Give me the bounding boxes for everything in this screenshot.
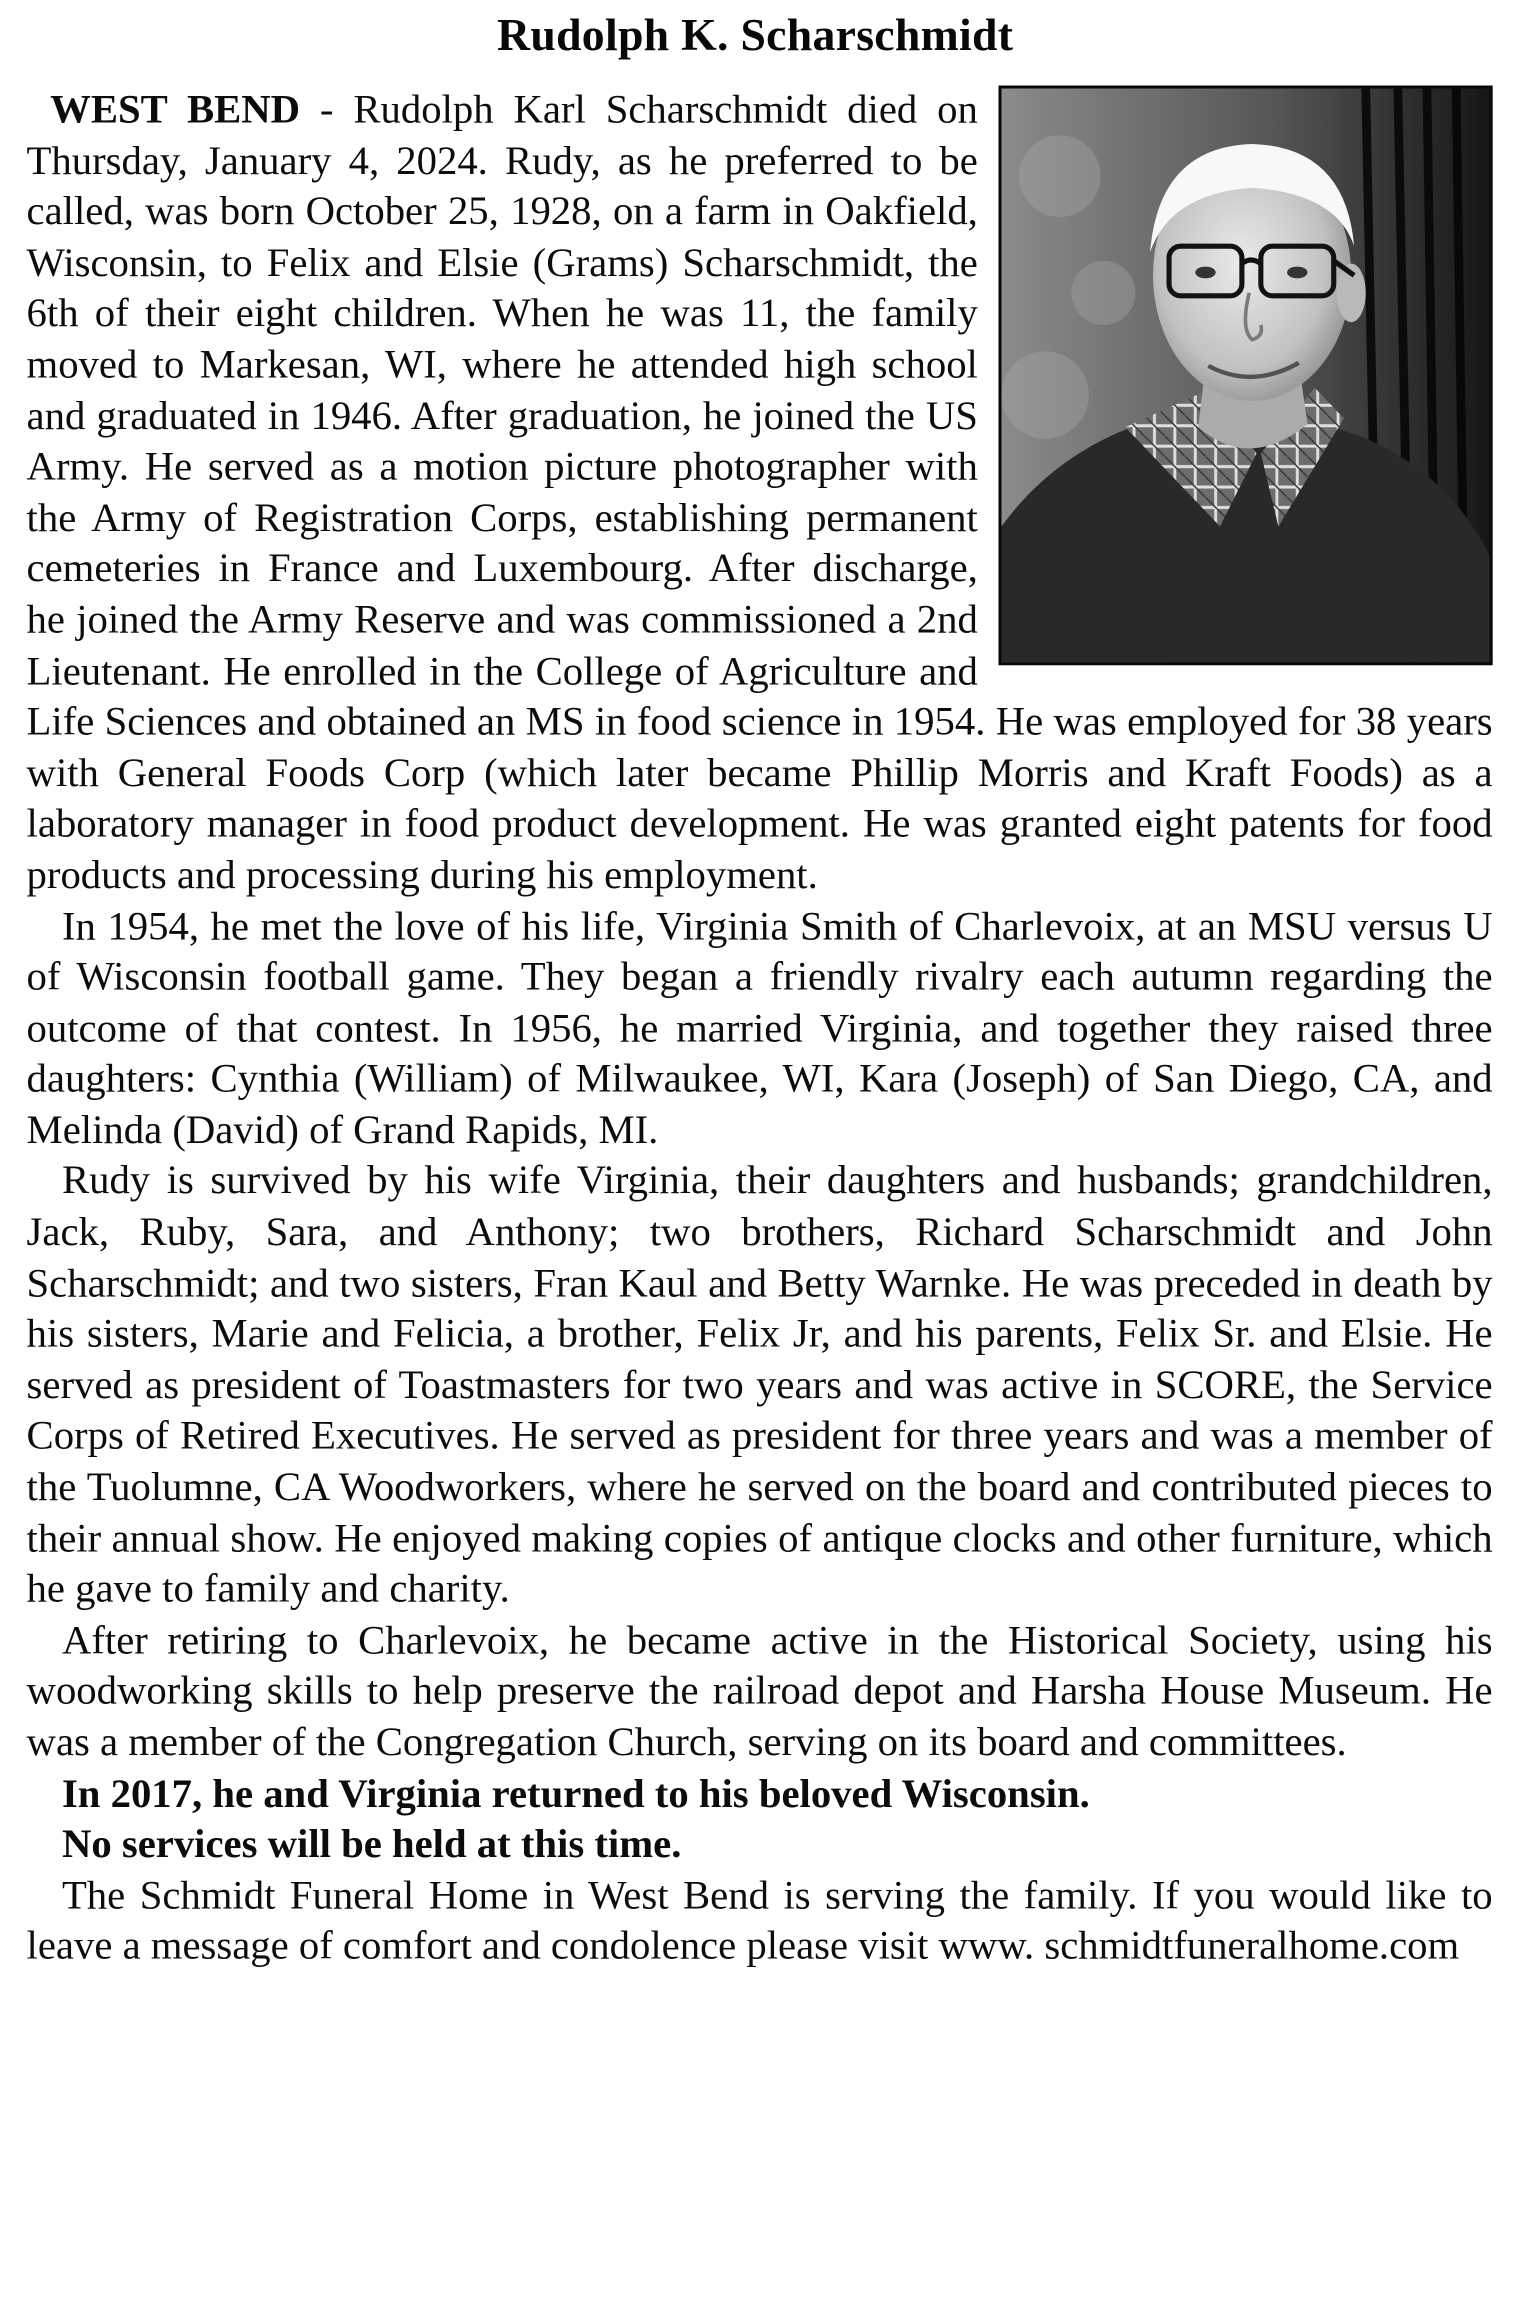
paragraph-5: In 2017, he and Virginia returned to his beloved Wisconsin. bbox=[61, 1769, 1090, 1816]
paragraph-4: After retiring to Charlevoix, he became active in the Historical Society, using his woodworking skills to help preserve the railroad depot and Harsha House Museum. He was a member of the Congregation Church, serving on its board and committees. bbox=[26, 1616, 1493, 1764]
dateline: WEST BEND bbox=[50, 85, 301, 132]
paragraph-6: No services will be held at this time. bbox=[61, 1820, 682, 1867]
paragraph-2: In 1954, he met the love of his life, Virginia Smith of Charlevoix, at an MSU versus U of Wisconsin football game. They began a friendly rivalry each autumn regarding the outcome of that contest. In 1956, he married Virginia, and together they raised three daughters: Cynthia (William) of Milwaukee, WI, Kara (Joseph) of San Diego, CA, and Melinda (David) of Grand Rapids, MI. bbox=[26, 901, 1493, 1152]
portrait-photo bbox=[999, 86, 1493, 666]
article-body bbox=[27, 84, 1493, 1972]
headline: Rudolph K. Scharschmidt bbox=[497, 8, 1014, 61]
paragraph-3: Rudy is survived by his wife Virginia, their daughters and husbands; grandchildren, Jack, Ruby, Sara, and Anthony; two brothers, Richard Scharschmidt and John Scharschmidt; and two sisters, Fran Kaul and Betty Warnke. He was preceded in death by his sisters, Marie and Felicia, a brother, Felix Jr, and his parents, Felix Sr. and Elsie. He served as president of Toastmasters for two years and was active in SCORE, the Service Corps of Retired Executives. He served as president for three years and was a member of the Tuolumne, CA Woodworkers, where he served on the board and contributed pieces to their annual show. He enjoyed making copies of antique clocks and other furniture, which he gave to family and charity. bbox=[26, 1157, 1493, 1611]
paragraph-1-text: - Rudolph Karl Scharschmidt died on Thursday, January 4, 2024. Rudy, as he preferred to be called, was born October 25, 1928, on a farm in Oakfield, Wisconsin, to Felix and Elsie (Grams) Scharschmidt, the 6th of their eight children. When he was 11, the family moved to Markesan, WI, where he attended high school and graduated in 1946. After graduation, he joined the US Army. He served as a motion picture photographer with the Army of Registration Corps, establishing permanent cemeteries in France and Luxembourg. After discharge, he joined the Army Reserve and was commissioned a 2nd Lieutenant. He enrolled in the College of Agriculture and Life Sciences and obtained an MS in food science in 1954. He was employed for 38 years with General Foods Corp (which later became Phillip Morris and Kraft Foods) as a laboratory manager in food product development. He was granted eight patents for food products and processing during his employment. bbox=[26, 85, 1493, 897]
portrait-image bbox=[1001, 88, 1489, 662]
paragraph-7: The Schmidt Funeral Home in West Bend is serving the family. If you would like to leave a message of comfort and condolence please visit www. schmidtfuneralhome.com bbox=[26, 1871, 1493, 1969]
